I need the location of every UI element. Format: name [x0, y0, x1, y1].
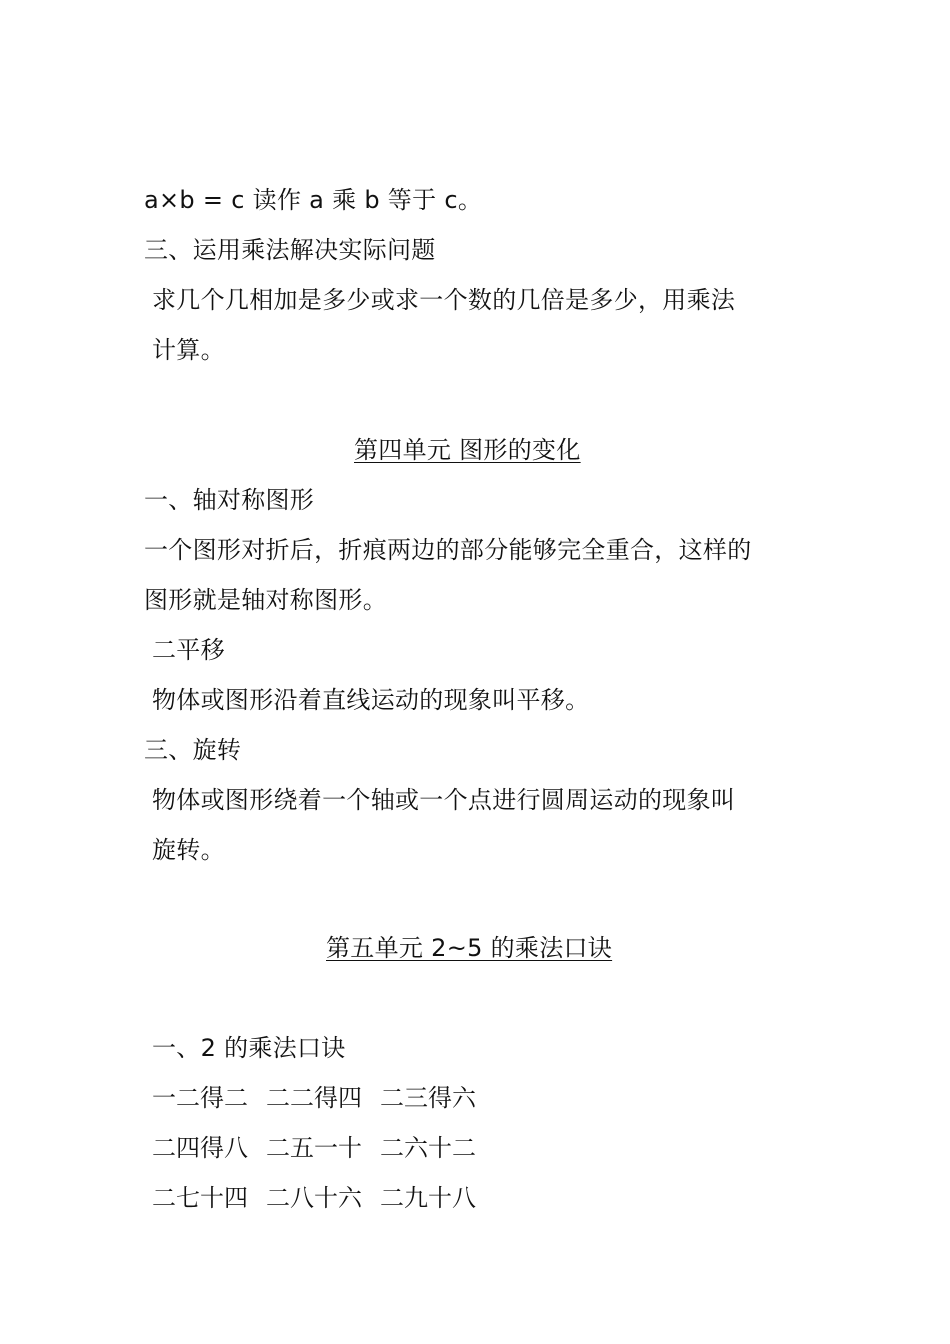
section-heading: 一、轴对称图形	[144, 486, 315, 514]
multiplication-row	[152, 1131, 476, 1165]
formula-line: a×b = c 读作 a 乘 b 等于 c。	[144, 186, 483, 214]
multiplication-row	[152, 1081, 476, 1115]
paragraph-line: 旋转。	[152, 836, 225, 864]
paragraph-line: 求几个几相加是多少或求一个数的几倍是多少，用乘法	[152, 286, 736, 314]
section-heading: 三、运用乘法解决实际问题	[144, 236, 436, 264]
paragraph-line: 计算。	[152, 336, 225, 364]
section-heading: 三、旋转	[144, 736, 242, 764]
rhyme-cell: 二三得六	[380, 1084, 476, 1112]
paragraph-line: 物体或图形绕着一个轴或一个点进行圆周运动的现象叫	[152, 786, 736, 814]
rhyme-cell: 二六十二	[380, 1134, 476, 1162]
paragraph-line: 一个图形对折后，折痕两边的部分能够完全重合，这样的	[144, 536, 752, 564]
unit-title: 第五单元 2~5 的乘法口诀	[326, 934, 613, 962]
paragraph-line: 图形就是轴对称图形。	[144, 586, 387, 614]
section-heading: 一、2 的乘法口诀	[152, 1034, 346, 1062]
rhyme-cell: 二七十四	[152, 1184, 248, 1212]
multiplication-row	[152, 1181, 476, 1215]
section-heading: 二平移	[152, 636, 225, 664]
rhyme-cell: 二九十八	[380, 1184, 476, 1212]
unit-title: 第四单元 图形的变化	[354, 436, 581, 464]
rhyme-cell: 二八十六	[266, 1184, 362, 1212]
rhyme-cell: 二五一十	[266, 1134, 362, 1162]
paragraph-line: 物体或图形沿着直线运动的现象叫平移。	[152, 686, 590, 714]
rhyme-cell: 二二得四	[266, 1084, 362, 1112]
rhyme-cell: 一二得二	[152, 1084, 248, 1112]
rhyme-cell: 二四得八	[152, 1134, 248, 1162]
